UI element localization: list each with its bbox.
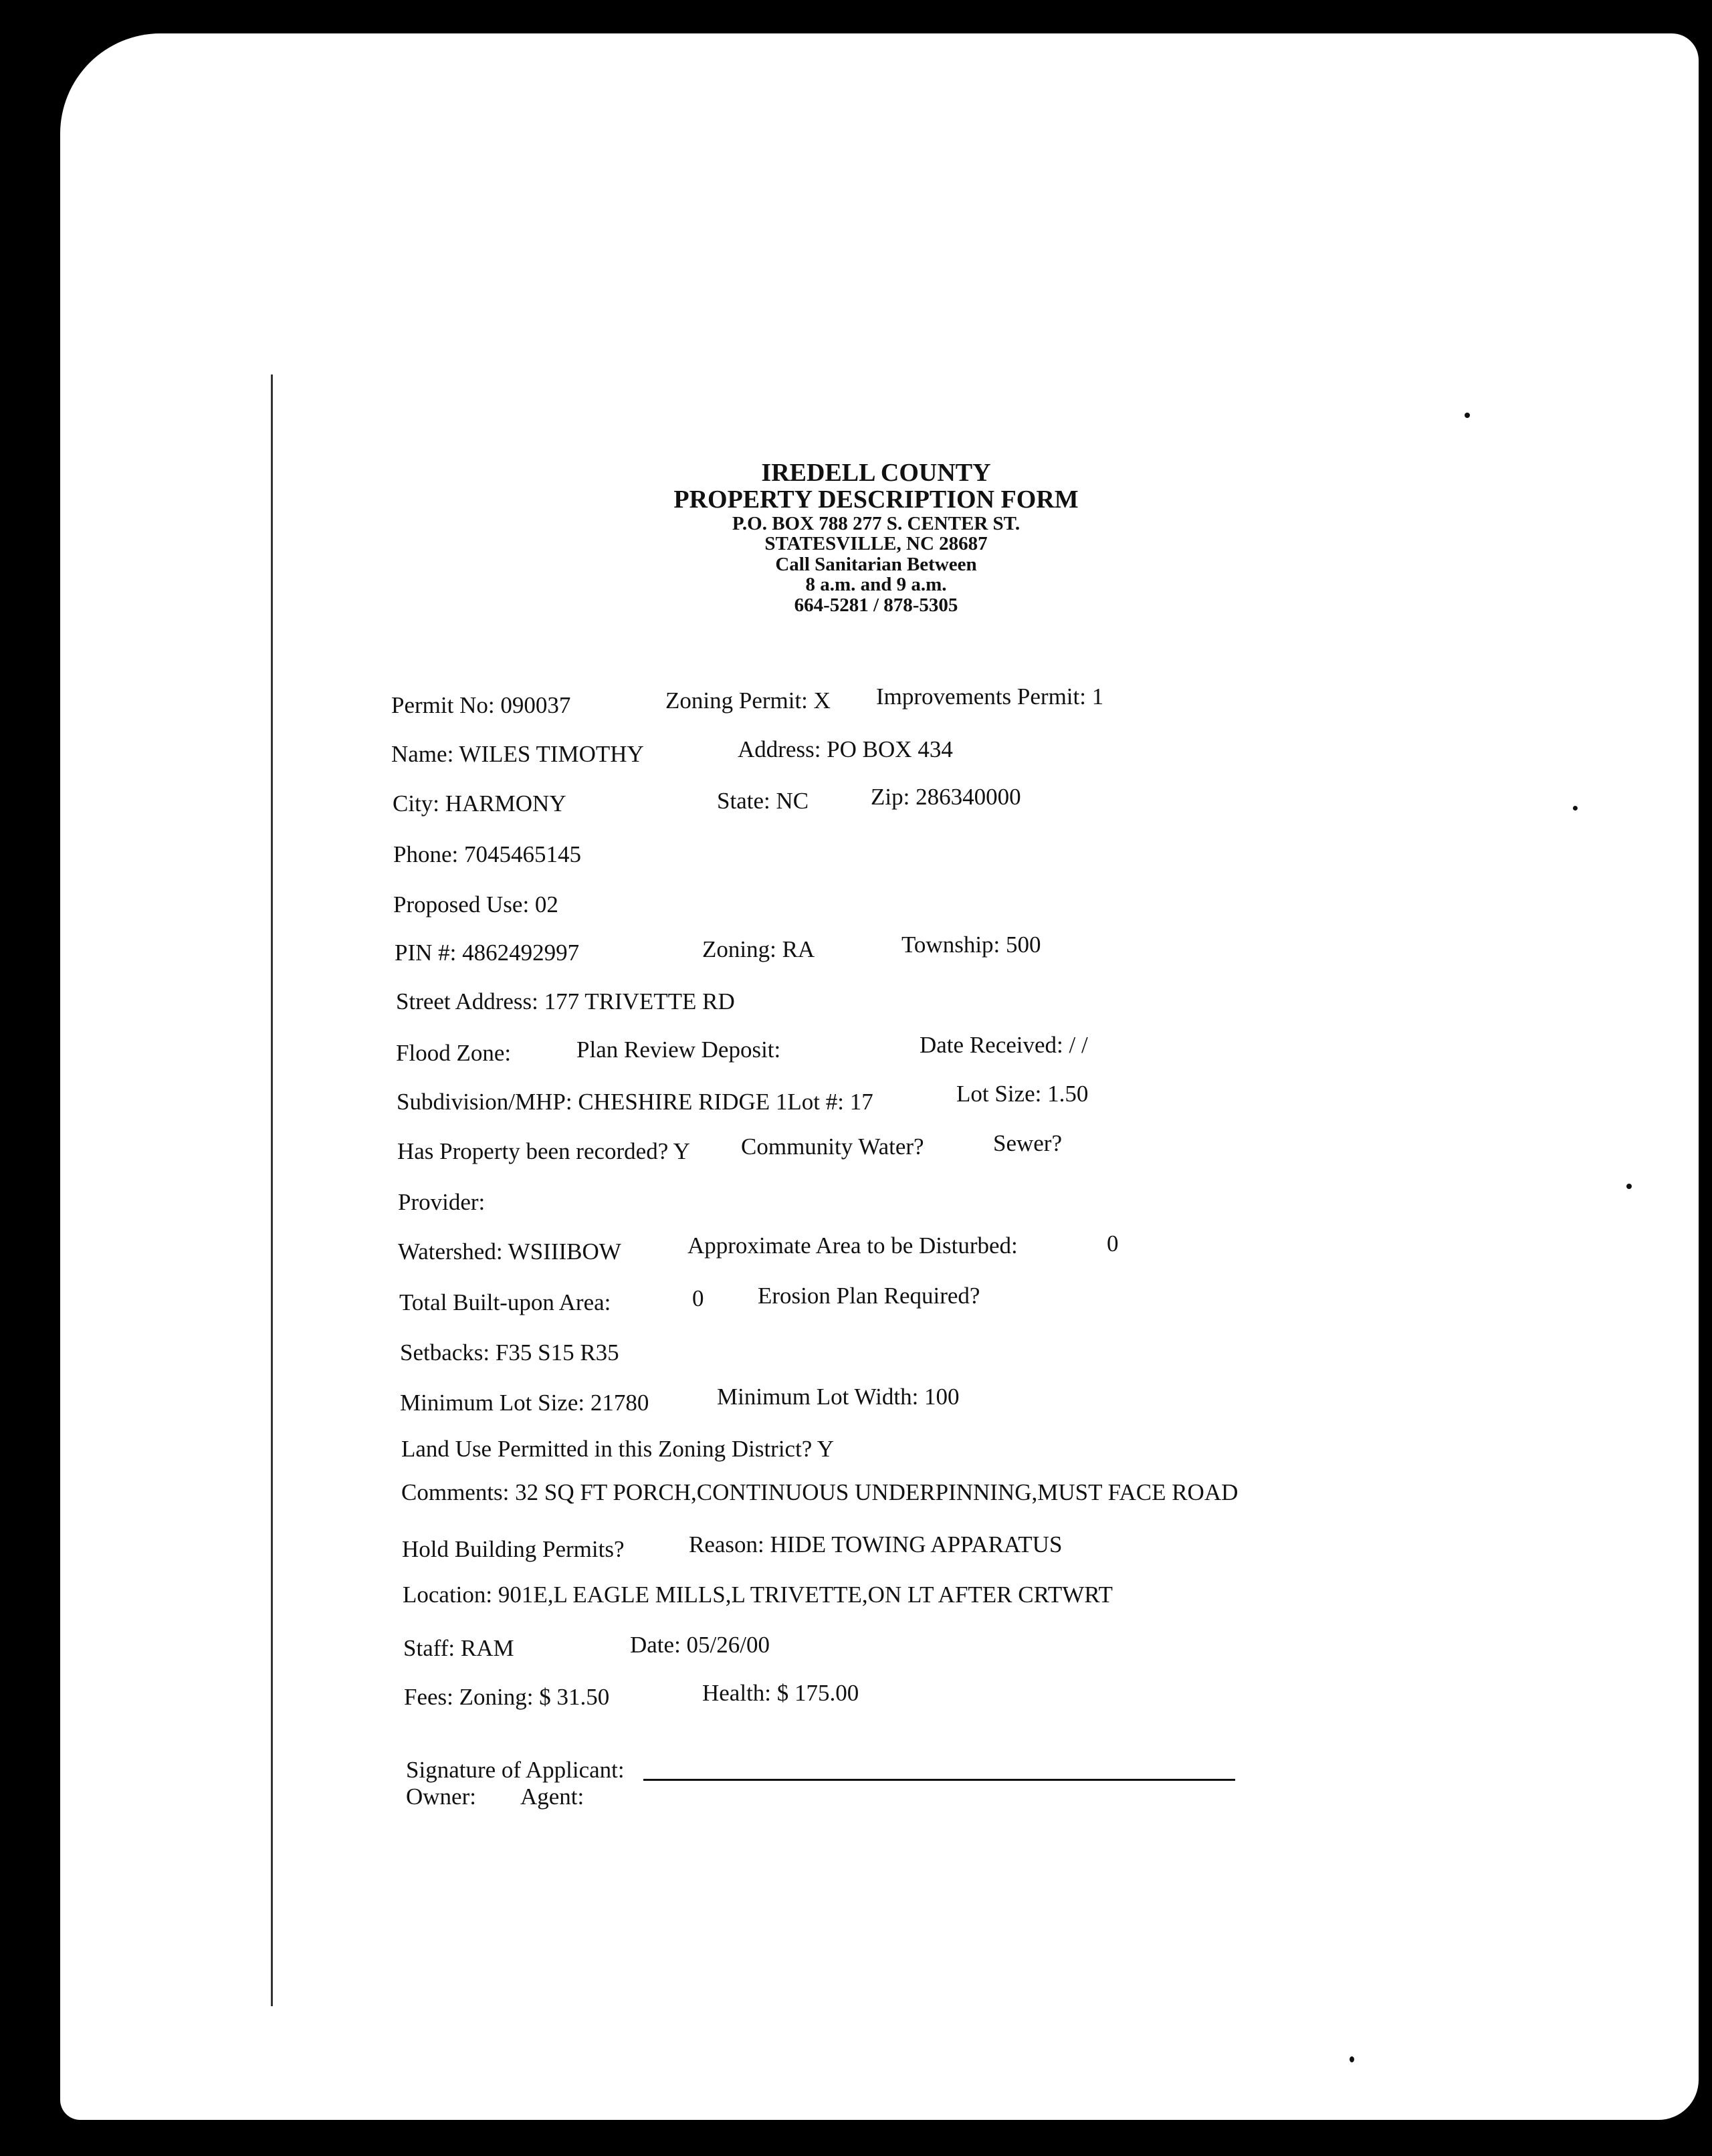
- lot-size: Lot Size: 1.50: [956, 1081, 1089, 1107]
- call-instruction: Call Sanitarian Between: [775, 553, 977, 575]
- signature-line: [643, 1779, 1235, 1781]
- staff: Staff: RAM: [403, 1635, 514, 1661]
- community-water: Community Water?: [741, 1134, 924, 1160]
- margin-line: [271, 374, 273, 2006]
- pin-number: PIN #: 4862492997: [395, 940, 580, 966]
- zoning-permit: Zoning Permit: X: [665, 687, 831, 714]
- scan-speck: [1626, 1184, 1632, 1189]
- location: Location: 901E,L EAGLE MILLS,L TRIVETTE,ON LT AFTER CRTWRT: [403, 1582, 1113, 1608]
- date-received: Date Received: / /: [920, 1032, 1088, 1058]
- phone-numbers: 664-5281 / 878-5305: [794, 594, 958, 616]
- scan-speck: [1573, 806, 1578, 811]
- scan-speck: [1350, 2056, 1354, 2062]
- approx-area-disturbed: Approximate Area to be Disturbed:: [687, 1232, 1018, 1259]
- total-built-upon-area: Total Built-upon Area:: [399, 1289, 611, 1315]
- minimum-lot-size: Minimum Lot Size: 21780: [400, 1390, 649, 1416]
- total-built-upon-value: 0: [692, 1285, 704, 1311]
- scan-speck: [1465, 413, 1470, 418]
- flood-zone: Flood Zone:: [396, 1040, 512, 1066]
- form-header: [642, 460, 1110, 615]
- state: State: NC: [717, 788, 809, 814]
- permit-number: Permit No: 090037: [391, 692, 571, 718]
- improvements-permit: Improvements Permit: 1: [876, 683, 1104, 710]
- setbacks: Setbacks: F35 S15 R35: [400, 1339, 619, 1366]
- fees-health: Health: $ 175.00: [702, 1680, 859, 1706]
- county-title: IREDELL COUNTY: [761, 459, 991, 487]
- provider: Provider:: [398, 1189, 486, 1215]
- po-box-address: P.O. BOX 788 277 S. CENTER ST.: [732, 512, 1021, 534]
- proposed-use: Proposed Use: 02: [393, 891, 558, 918]
- form-title: PROPERTY DESCRIPTION FORM: [673, 485, 1079, 514]
- plan-review-deposit: Plan Review Deposit:: [576, 1037, 781, 1063]
- minimum-lot-width: Minimum Lot Width: 100: [717, 1384, 960, 1410]
- property-recorded: Has Property been recorded? Y: [397, 1138, 690, 1164]
- applicant-address: Address: PO BOX 434: [738, 736, 953, 762]
- zip: Zip: 286340000: [871, 784, 1021, 810]
- applicant-name: Name: WILES TIMOTHY: [391, 741, 644, 767]
- approx-area-disturbed-value: 0: [1107, 1230, 1119, 1257]
- watershed: Watershed: WSIIIBOW: [398, 1238, 621, 1265]
- signature-label: Signature of Applicant:: [406, 1757, 625, 1783]
- fees-zoning: Fees: Zoning: $ 31.50: [404, 1684, 610, 1710]
- subdivision: Subdivision/MHP: CHESHIRE RIDGE 1Lot #: 17: [397, 1089, 873, 1115]
- owner-label: Owner:: [406, 1784, 476, 1810]
- date: Date: 05/26/00: [630, 1632, 770, 1658]
- call-hours: 8 a.m. and 9 a.m.: [805, 574, 947, 596]
- city: City: HARMONY: [393, 790, 566, 817]
- land-use-permitted: Land Use Permitted in this Zoning District? Y: [401, 1436, 835, 1462]
- document-page: [60, 33, 1699, 2120]
- agent-label: Agent:: [520, 1784, 584, 1810]
- phone: Phone: 7045465145: [393, 841, 581, 867]
- street-address: Street Address: 177 TRIVETTE RD: [396, 988, 735, 1014]
- erosion-plan-required: Erosion Plan Required?: [758, 1283, 980, 1309]
- sewer: Sewer?: [993, 1130, 1063, 1156]
- township: Township: 500: [901, 932, 1041, 958]
- zoning: Zoning: RA: [702, 936, 815, 962]
- hold-reason: Reason: HIDE TOWING APPARATUS: [689, 1531, 1063, 1557]
- comments: Comments: 32 SQ FT PORCH,CONTINUOUS UNDERPINNING,MUST FACE ROAD: [401, 1479, 1239, 1505]
- hold-building-permits: Hold Building Permits?: [402, 1536, 625, 1562]
- city-state-zip: STATESVILLE, NC 28687: [764, 533, 988, 555]
